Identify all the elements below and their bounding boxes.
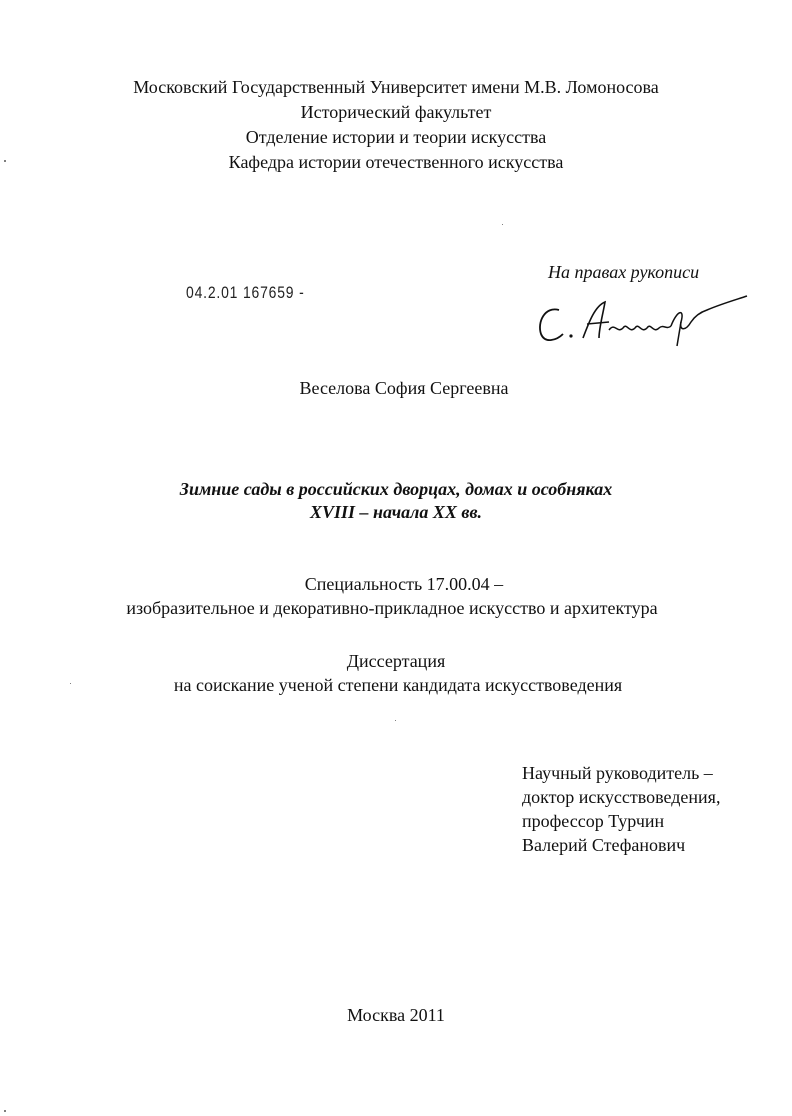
scan-speck bbox=[4, 1110, 6, 1112]
specialty-code: Специальность 17.00.04 – bbox=[304, 574, 504, 594]
city-year: Москва 2011 bbox=[347, 1005, 445, 1025]
faculty-name: Исторический факультет bbox=[300, 102, 492, 122]
archive-stamp-number: 04.2.01 167659 - bbox=[186, 283, 305, 302]
scan-speck bbox=[70, 683, 71, 684]
dissertation-label: Диссертация bbox=[346, 651, 446, 671]
university-name: Московский Государственный Университет имени М.В. Ломоносова bbox=[133, 77, 659, 97]
author-name: Веселова София Сергеевна bbox=[299, 378, 509, 398]
dissertation-title-line-2: XVIII – начала XX вв. bbox=[309, 502, 483, 522]
manuscript-rights-label: На правах рукописи bbox=[548, 262, 700, 282]
advisor-degree: доктор искусствоведения, bbox=[522, 787, 721, 807]
advisor-role: Научный руководитель – bbox=[522, 763, 713, 783]
scan-speck bbox=[502, 224, 503, 225]
scan-speck bbox=[395, 720, 396, 721]
signature-icon bbox=[535, 292, 750, 348]
degree-description: на соискание ученой степени кандидата искусствоведения bbox=[173, 675, 623, 695]
chair-name: Кафедра истории отечественного искусства bbox=[228, 152, 564, 172]
dissertation-title-line-1: Зимние сады в российских дворцах, домах и особняках bbox=[179, 479, 613, 499]
advisor-title: профессор Турчин bbox=[522, 811, 665, 831]
scan-speck bbox=[4, 160, 6, 162]
specialty-description: изобразительное и декоративно-прикладное искусство и архитектура bbox=[126, 598, 658, 618]
advisor-name: Валерий Стефанович bbox=[522, 835, 686, 855]
department-name: Отделение истории и теории искусства bbox=[245, 127, 547, 147]
